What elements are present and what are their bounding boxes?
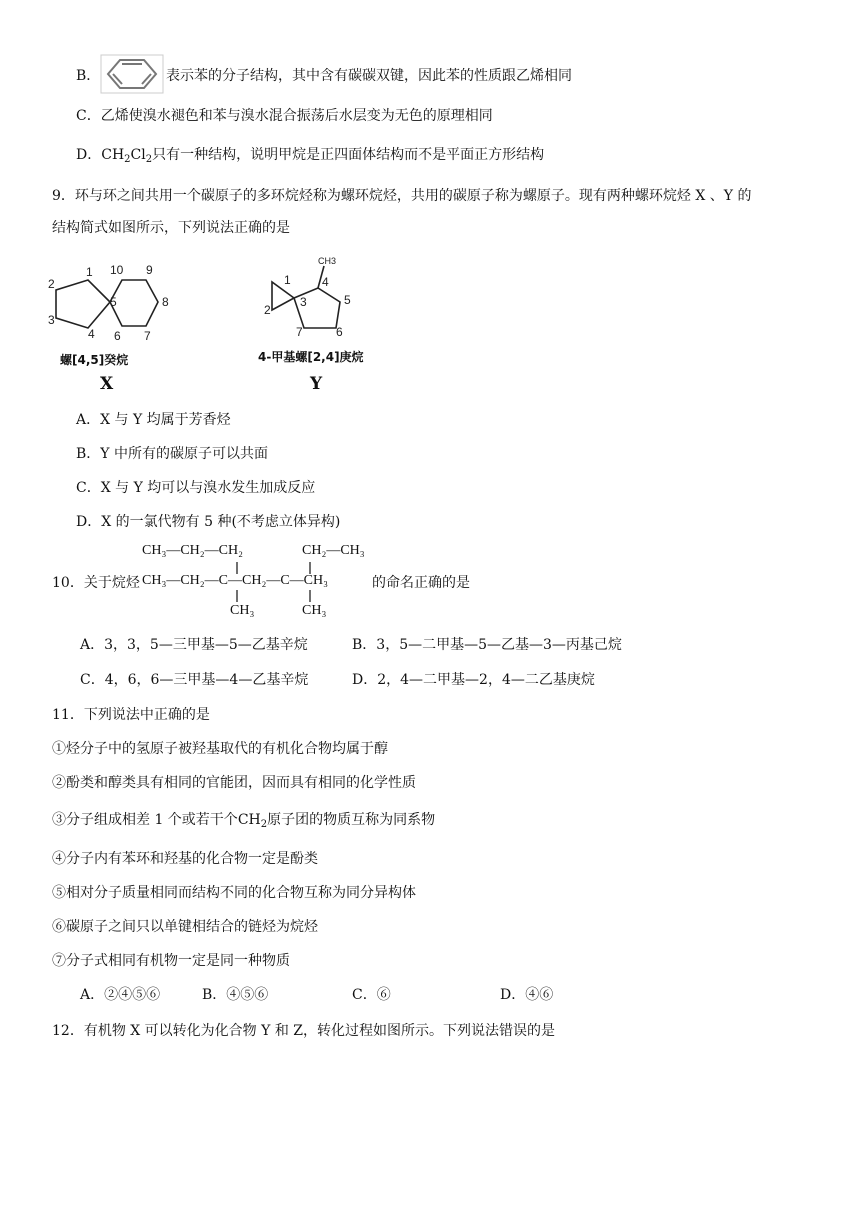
q11-statement-6: ⑥碳原子之间只以单键相结合的链烃为烷烃 xyxy=(52,919,318,935)
y-atom-5: 5 xyxy=(344,293,351,307)
y-atom-3: 3 xyxy=(300,295,307,309)
q10-formula-bottom-right: CH₃ xyxy=(302,603,327,618)
q11-statement-4: ④分子内有苯环和羟基的化合物一定是酚类 xyxy=(52,851,318,867)
q11-option-a: A．②④⑤⑥ xyxy=(80,987,161,1003)
q8-option-b-text: 表示苯的分子结构，其中含有碳碳双键，因此苯的性质跟乙烯相同 xyxy=(166,68,572,84)
structure-x-letter: X xyxy=(100,374,114,394)
structure-x-diagram xyxy=(48,262,198,352)
q11-stem: 11．下列说法中正确的是 xyxy=(52,707,210,723)
q9-option-a: A．X 与 Y 均属于芳香烃 xyxy=(76,412,231,428)
y-atom-2: 2 xyxy=(264,303,271,317)
q10-formula-top-left: CH₃—CH₂—CH₂ xyxy=(142,543,243,558)
x-atom-3: 3 xyxy=(48,313,55,327)
q11-option-b: B．④⑤⑥ xyxy=(202,987,269,1003)
x-atom-10: 10 xyxy=(110,263,124,277)
q11-option-c: C．⑥ xyxy=(352,987,391,1003)
q11-statement-1: ①烃分子中的氢原子被羟基取代的有机化合物均属于醇 xyxy=(52,741,388,757)
structure-y-letter: Y xyxy=(310,374,323,394)
q11-statement-3: ③分子组成相差 1 个或若干个$CH_2$原子团的物质互称为同系物 xyxy=(52,812,436,830)
x-atom-5: 5 xyxy=(110,295,117,309)
q9-option-b: B．Y 中所有的碳原子可以共面 xyxy=(76,446,268,462)
q10-stem-prefix: 10．关于烷烃 xyxy=(52,575,140,591)
q9-option-c: C．X 与 Y 均可以与溴水发生加成反应 xyxy=(76,480,316,496)
y-atom-1: 1 xyxy=(284,273,291,287)
structure-y-caption: 4-甲基螺[2,4]庚烷 xyxy=(258,350,364,364)
benzene-structure-image xyxy=(100,54,164,94)
y-atom-6: 6 xyxy=(336,325,343,339)
q11-option-d: D．④⑥ xyxy=(500,987,554,1003)
q10-formula-main-chain: CH₃—CH₂—C—CH₂—C—CH₃ xyxy=(142,573,328,588)
q10-formula-top-right: CH₂—CH₃ xyxy=(302,543,365,558)
x-atom-7: 7 xyxy=(144,329,151,343)
x-atom-9: 9 xyxy=(146,263,153,277)
q10-option-a: A．3，3，5—三甲基—5—乙基辛烷 xyxy=(80,637,308,653)
q10-stem-suffix: 的命名正确的是 xyxy=(372,575,470,591)
q10-option-b: B．3，5—二甲基—5—乙基—3—丙基己烷 xyxy=(352,637,622,653)
x-atom-2: 2 xyxy=(48,277,55,291)
structure-x-caption: 螺[4,5]癸烷 xyxy=(60,353,129,367)
y-atom-4: 4 xyxy=(322,275,329,289)
structure-y-diagram xyxy=(260,252,380,348)
q10-option-c: C．4，6，6—三甲基—4—乙基辛烷 xyxy=(80,672,309,688)
x-atom-6: 6 xyxy=(114,329,121,343)
q8-option-c: C．乙烯使溴水褪色和苯与溴水混合振荡后水层变为无色的原理相同 xyxy=(76,108,493,124)
q9-stem-line2: 结构简式如图所示，下列说法正确的是 xyxy=(52,220,290,236)
x-atom-8: 8 xyxy=(162,295,169,309)
q8-option-d: D．$CH_2Cl_2$只有一种结构，说明甲烷是正四面体结构而不是平面正方形结构 xyxy=(76,147,545,165)
q11-statement-5: ⑤相对分子质量相同而结构不同的化合物互称为同分异构体 xyxy=(52,885,416,901)
q10-option-d: D．2，4—二甲基—2，4—二乙基庚烷 xyxy=(352,672,595,688)
q11-statement-2: ②酚类和醇类具有相同的官能团，因而具有相同的化学性质 xyxy=(52,775,416,791)
y-atom-7: 7 xyxy=(296,325,303,339)
x-atom-1: 1 xyxy=(86,265,93,279)
y-methyl-label: CH3 xyxy=(318,256,337,266)
q12-stem: 12．有机物 X 可以转化为化合物 Y 和 Z，转化过程如图所示。下列说法错误的是 xyxy=(52,1023,556,1039)
x-atom-4: 4 xyxy=(88,327,95,341)
q9-stem-line1: 9．环与环之间共用一个碳原子的多环烷烃称为螺环烷烃，共用的碳原子称为螺原子。现有两种螺环烷烃 X 、Y 的 xyxy=(52,188,752,204)
q10-formula-bottom-left: CH₃ xyxy=(230,603,255,618)
q11-statement-7: ⑦分子式相同有机物一定是同一种物质 xyxy=(52,953,290,969)
q9-option-d: D．X 的一氯代物有 5 种(不考虑立体异构) xyxy=(76,514,341,530)
q8-option-b-label: B． xyxy=(76,68,101,84)
